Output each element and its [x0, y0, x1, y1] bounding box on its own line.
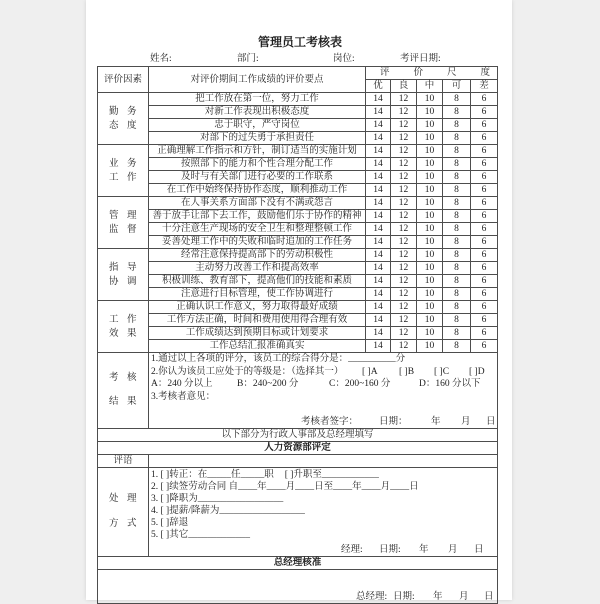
score-cell-excellent: 14 [366, 184, 391, 197]
grade-range-b: B：240~200 分 [237, 379, 299, 389]
score-cell-average: 10 [417, 249, 443, 262]
score-cell-good: 12 [391, 340, 417, 353]
factor-label-line: 管理 [109, 210, 146, 221]
comment-row [98, 455, 498, 468]
criterion-text: 在人事关系方面部下没有不满或怨言 [149, 197, 366, 210]
grade-header-excellent: 优 [366, 80, 391, 93]
score-cell-excellent: 14 [366, 145, 391, 158]
score-cell-excellent: 14 [366, 314, 391, 327]
department-label: 部门: [237, 54, 259, 64]
score-cell-average: 10 [417, 158, 443, 171]
factor-label-line: 效果 [109, 328, 146, 339]
disposal-option-salary [151, 505, 497, 517]
disposal-option-text: 1. [ ]转正：在_____任_____职 [151, 470, 274, 480]
score-cell-excellent: 14 [366, 132, 391, 145]
criteria-row [98, 184, 498, 197]
hr-section-title: 人力资源部评定 [98, 442, 498, 455]
score-cell-average: 10 [417, 119, 443, 132]
factor-label [98, 145, 149, 197]
score-cell-poor: 6 [471, 132, 498, 145]
criteria-row [98, 132, 498, 145]
score-cell-average: 10 [417, 236, 443, 249]
name-label: 姓名: [150, 54, 172, 64]
reviewer-month-label: 月 [461, 416, 471, 427]
score-cell-fair: 8 [443, 236, 471, 249]
criteria-row [98, 158, 498, 171]
score-cell-average: 10 [417, 184, 443, 197]
score-cell-poor: 6 [471, 171, 498, 184]
gm-month-label: 月 [459, 592, 469, 602]
grade-option-b: [ ]B [399, 366, 415, 377]
criterion-text: 工作方法正确，时间和费用使用得合理有效 [149, 314, 366, 327]
result-label [98, 353, 149, 429]
factor-label-stack [98, 313, 148, 341]
score-cell-good: 12 [391, 106, 417, 119]
grade-range-d: D：160 分以下 [419, 379, 481, 389]
score-cell-fair: 8 [443, 288, 471, 301]
gm-label: 总经理: [356, 592, 388, 602]
criteria-row [98, 145, 498, 158]
criterion-text: 正确认识工作意义，努力取得最好成绩 [149, 301, 366, 314]
score-cell-poor: 6 [471, 106, 498, 119]
score-cell-fair: 8 [443, 145, 471, 158]
criterion-text: 在工作中始终保持协作态度，顺利推动工作 [149, 184, 366, 197]
score-cell-good: 12 [391, 132, 417, 145]
score-cell-good: 12 [391, 171, 417, 184]
score-cell-poor: 6 [471, 158, 498, 171]
score-cell-average: 10 [417, 288, 443, 301]
criteria-row [98, 314, 498, 327]
disposal-label-stack [98, 493, 148, 531]
disposal-option-other [151, 529, 497, 541]
blank-line [151, 403, 497, 416]
factor-label-line: 协调 [109, 276, 146, 287]
score-cell-fair: 8 [443, 301, 471, 314]
total-score-text: 1.通过以上各项的评分，该员工的综合得分是： [151, 354, 349, 364]
gm-signature-line [100, 591, 497, 603]
score-cell-average: 10 [417, 171, 443, 184]
factor-label-stack [98, 157, 148, 185]
score-cell-excellent: 14 [366, 223, 391, 236]
result-label-stack [98, 372, 148, 409]
disposal-option-renew [151, 481, 497, 493]
score-cell-average: 10 [417, 93, 443, 106]
disposal-label [98, 468, 149, 557]
score-cell-good: 12 [391, 197, 417, 210]
score-cell-good: 12 [391, 236, 417, 249]
score-cell-fair: 8 [443, 106, 471, 119]
criterion-text: 按照部下的能力和个性合理分配工作 [149, 158, 366, 171]
score-cell-poor: 6 [471, 288, 498, 301]
score-cell-poor: 6 [471, 223, 498, 236]
score-cell-excellent: 14 [366, 106, 391, 119]
factor-label-line: 指导 [109, 262, 146, 273]
disposal-option-text: 5. [ ]辞退 [151, 518, 189, 528]
criterion-text: 经常注意保持提高部下的劳动积极性 [149, 249, 366, 262]
criteria-row [98, 106, 498, 119]
factor-label-line: 工作 [109, 172, 146, 183]
manager-day-label: 日 [474, 545, 484, 555]
score-cell-poor: 6 [471, 275, 498, 288]
result-row [98, 353, 498, 429]
criteria-row [98, 249, 498, 262]
factor-label-line: 勤务 [109, 106, 146, 117]
gm-day-label: 日 [484, 592, 494, 602]
score-cell-good: 12 [391, 249, 417, 262]
score-cell-excellent: 14 [366, 197, 391, 210]
score-cell-fair: 8 [443, 262, 471, 275]
result-content [149, 353, 498, 429]
gm-approval-row [98, 570, 498, 604]
score-cell-poor: 6 [471, 249, 498, 262]
factor-label [98, 249, 149, 301]
grade-header-average: 中 [417, 80, 443, 93]
grade-range-c: C：200~160 分 [329, 379, 391, 389]
score-cell-poor: 6 [471, 93, 498, 106]
score-cell-excellent: 14 [366, 301, 391, 314]
admin-note: 以下部分为行政人事部及总经理填写 [98, 429, 498, 442]
score-cell-fair: 8 [443, 158, 471, 171]
reviewer-signature-line [151, 416, 497, 429]
factor-label-line: 监督 [109, 224, 146, 235]
score-cell-average: 10 [417, 340, 443, 353]
score-cell-poor: 6 [471, 197, 498, 210]
criteria-row [98, 340, 498, 353]
result-label-line: 考核 [109, 373, 146, 383]
disposal-option-text: 2. [ ]续签劳动合同 自____年____月____日至____年____月____日 [151, 482, 419, 492]
score-cell-fair: 8 [443, 132, 471, 145]
reviewer-day-label: 日 [486, 416, 496, 427]
score-cell-poor: 6 [471, 262, 498, 275]
criterion-text: 把工作放在第一位，努力工作 [149, 93, 366, 106]
total-score-unit: 分 [395, 354, 406, 364]
grade-header-poor: 差 [471, 80, 498, 93]
criteria-row [98, 262, 498, 275]
score-cell-poor: 6 [471, 314, 498, 327]
manager-label: 经理: [341, 545, 363, 555]
score-cell-good: 12 [391, 327, 417, 340]
disposal-option-dismiss [151, 517, 497, 529]
grade-option-d: [ ]D [469, 366, 485, 377]
score-cell-good: 12 [391, 145, 417, 158]
score-cell-fair: 8 [443, 275, 471, 288]
score-cell-poor: 6 [471, 301, 498, 314]
reviewer-year-label: 年 [431, 416, 441, 427]
score-cell-average: 10 [417, 301, 443, 314]
criterion-text: 及时与有关部门进行必要的工作联系 [149, 171, 366, 184]
score-cell-average: 10 [417, 106, 443, 119]
manager-year-label: 年 [419, 545, 429, 555]
score-cell-poor: 6 [471, 210, 498, 223]
criterion-text: 正确理解工作指示和方针，制订适当的实施计划 [149, 145, 366, 158]
comment-label: 评语 [98, 455, 149, 468]
criteria-row [98, 210, 498, 223]
factor-label-stack [98, 105, 148, 133]
manager-signature-line [151, 544, 497, 556]
score-cell-fair: 8 [443, 327, 471, 340]
score-cell-good: 12 [391, 210, 417, 223]
disposal-option-demote [151, 493, 497, 505]
score-cell-average: 10 [417, 145, 443, 158]
score-cell-average: 10 [417, 210, 443, 223]
disposal-option-text: 4. [ ]提薪/降薪为__________________ [151, 506, 305, 516]
score-cell-excellent: 14 [366, 119, 391, 132]
document-title: 管理员工考核表 [257, 35, 342, 49]
criterion-text: 主动努力改善工作和提高效率 [149, 262, 366, 275]
grade-option-c: [ ]C [434, 366, 450, 377]
hr-title-row [98, 442, 498, 455]
score-cell-average: 10 [417, 132, 443, 145]
score-cell-average: 10 [417, 327, 443, 340]
score-cell-excellent: 14 [366, 288, 391, 301]
score-cell-average: 10 [417, 262, 443, 275]
score-cell-good: 12 [391, 262, 417, 275]
score-cell-fair: 8 [443, 340, 471, 353]
score-cell-fair: 8 [443, 93, 471, 106]
reviewer-opinion-line [151, 391, 497, 404]
scale-header: 评价尺度 [366, 67, 498, 80]
score-cell-fair: 8 [443, 119, 471, 132]
criterion-text: 注意进行目标管理，使工作协调进行 [149, 288, 366, 301]
result-label-line: 结果 [109, 397, 146, 407]
criterion-text: 对部下的过失勇于承担责任 [149, 132, 366, 145]
score-cell-poor: 6 [471, 236, 498, 249]
score-cell-excellent: 14 [366, 327, 391, 340]
score-cell-fair: 8 [443, 249, 471, 262]
points-header: 对评价期间工作成绩的评价要点 [149, 67, 366, 93]
review-date-label: 考评日期: [400, 54, 441, 64]
score-cell-poor: 6 [471, 327, 498, 340]
reviewer-date-label: 日期： [379, 416, 408, 427]
disposal-row [98, 468, 498, 557]
lower-sections [98, 353, 498, 604]
criterion-text: 工作总结汇报准确真实 [149, 340, 366, 353]
score-cell-poor: 6 [471, 119, 498, 132]
score-cell-good: 12 [391, 93, 417, 106]
promotion-option-text: [ ]升职至____________ [284, 470, 379, 480]
header-row [98, 67, 498, 80]
score-cell-excellent: 14 [366, 236, 391, 249]
score-cell-fair: 8 [443, 184, 471, 197]
score-cell-good: 12 [391, 301, 417, 314]
manager-date-label: 日期: [379, 545, 401, 555]
total-score-blank: __________ [348, 354, 396, 364]
score-cell-fair: 8 [443, 314, 471, 327]
gm-date-label: 日期: [393, 592, 415, 602]
score-cell-average: 10 [417, 275, 443, 288]
comment-field [149, 455, 498, 468]
criterion-text: 忠于职守，严守岗位 [149, 119, 366, 132]
criterion-text: 工作成绩达到预期目标或计划要求 [149, 327, 366, 340]
score-cell-excellent: 14 [366, 340, 391, 353]
disposal-option-text: 3. [ ]降职为__________________ [151, 494, 284, 504]
criteria-row [98, 171, 498, 184]
factor-label-stack [98, 261, 148, 289]
factor-label-line: 态度 [109, 120, 146, 131]
criterion-text: 妥善处理工作中的失败和临时追加的工作任务 [149, 236, 366, 249]
factor-label [98, 197, 149, 249]
score-cell-good: 12 [391, 119, 417, 132]
score-cell-excellent: 14 [366, 93, 391, 106]
score-cell-poor: 6 [471, 184, 498, 197]
score-cell-good: 12 [391, 275, 417, 288]
disposal-label-line: 处理 [109, 494, 146, 504]
criteria-row [98, 327, 498, 340]
score-cell-excellent: 14 [366, 171, 391, 184]
criteria-row [98, 275, 498, 288]
score-cell-average: 10 [417, 197, 443, 210]
factor-label [98, 301, 149, 353]
assessment-table-body [98, 67, 515, 93]
criterion-text: 十分注意生产现场的安全卫生和整理整顿工作 [149, 223, 366, 236]
score-cell-good: 12 [391, 184, 417, 197]
score-cell-good: 12 [391, 158, 417, 171]
grade-range-a: A：240 分以上 [151, 379, 213, 389]
disposal-label-line: 方式 [109, 519, 146, 529]
reviewer-opinion-label: 3.考核者意见： [151, 391, 216, 402]
score-cell-excellent: 14 [366, 262, 391, 275]
criterion-text: 善于放手让部下去工作，鼓励他们乐于协作的精神 [149, 210, 366, 223]
score-cell-fair: 8 [443, 197, 471, 210]
criterion-text: 积极训练、教育部下，提高他们的技能和素质 [149, 275, 366, 288]
criteria-row [98, 93, 498, 106]
criteria-row [98, 288, 498, 301]
grade-option-a: [ ]A [362, 366, 378, 377]
factor-header: 评价因素 [98, 67, 149, 93]
reviewer-signature-label: 考核者签字： [301, 416, 359, 427]
criteria-row [98, 223, 498, 236]
score-cell-excellent: 14 [366, 158, 391, 171]
disposal-option-confirm [151, 469, 497, 481]
position-label: 岗位: [333, 54, 355, 64]
manager-month-label: 月 [448, 545, 458, 555]
score-cell-good: 12 [391, 314, 417, 327]
gm-section-title: 总经理核准 [98, 557, 498, 570]
grade-choice-line [151, 366, 497, 379]
gm-title-row [98, 557, 498, 570]
grade-choice-text: 2.你认为该员工应处于的等级是：（选择其一） [151, 366, 344, 377]
score-cell-poor: 6 [471, 340, 498, 353]
score-cell-excellent: 14 [366, 275, 391, 288]
criteria-rows [98, 93, 498, 353]
criteria-row [98, 301, 498, 314]
grade-header-fair: 可 [443, 80, 471, 93]
total-score-line [151, 353, 497, 366]
score-cell-poor: 6 [471, 145, 498, 158]
disposal-option-text: 5. [ ]其它_____________ [151, 530, 250, 540]
score-cell-excellent: 14 [366, 210, 391, 223]
gm-year-label: 年 [433, 592, 443, 602]
score-cell-excellent: 14 [366, 249, 391, 262]
factor-label [98, 93, 149, 145]
criteria-row [98, 119, 498, 132]
score-cell-fair: 8 [443, 171, 471, 184]
score-cell-average: 10 [417, 314, 443, 327]
criteria-row [98, 197, 498, 210]
admin-note-row [98, 429, 498, 442]
criteria-row [98, 236, 498, 249]
factor-label-line: 业务 [109, 158, 146, 169]
factor-label-stack [98, 209, 148, 237]
grade-header-good: 良 [391, 80, 417, 93]
factor-label-line: 工作 [109, 314, 146, 325]
score-cell-fair: 8 [443, 223, 471, 236]
criterion-text: 对新工作表现出积极态度 [149, 106, 366, 119]
grade-ranges-line [151, 378, 497, 391]
gm-approval-box [98, 570, 498, 604]
score-cell-average: 10 [417, 223, 443, 236]
score-cell-good: 12 [391, 288, 417, 301]
assessment-table [97, 66, 515, 604]
disposal-options [149, 468, 498, 557]
score-cell-good: 12 [391, 223, 417, 236]
score-cell-fair: 8 [443, 210, 471, 223]
